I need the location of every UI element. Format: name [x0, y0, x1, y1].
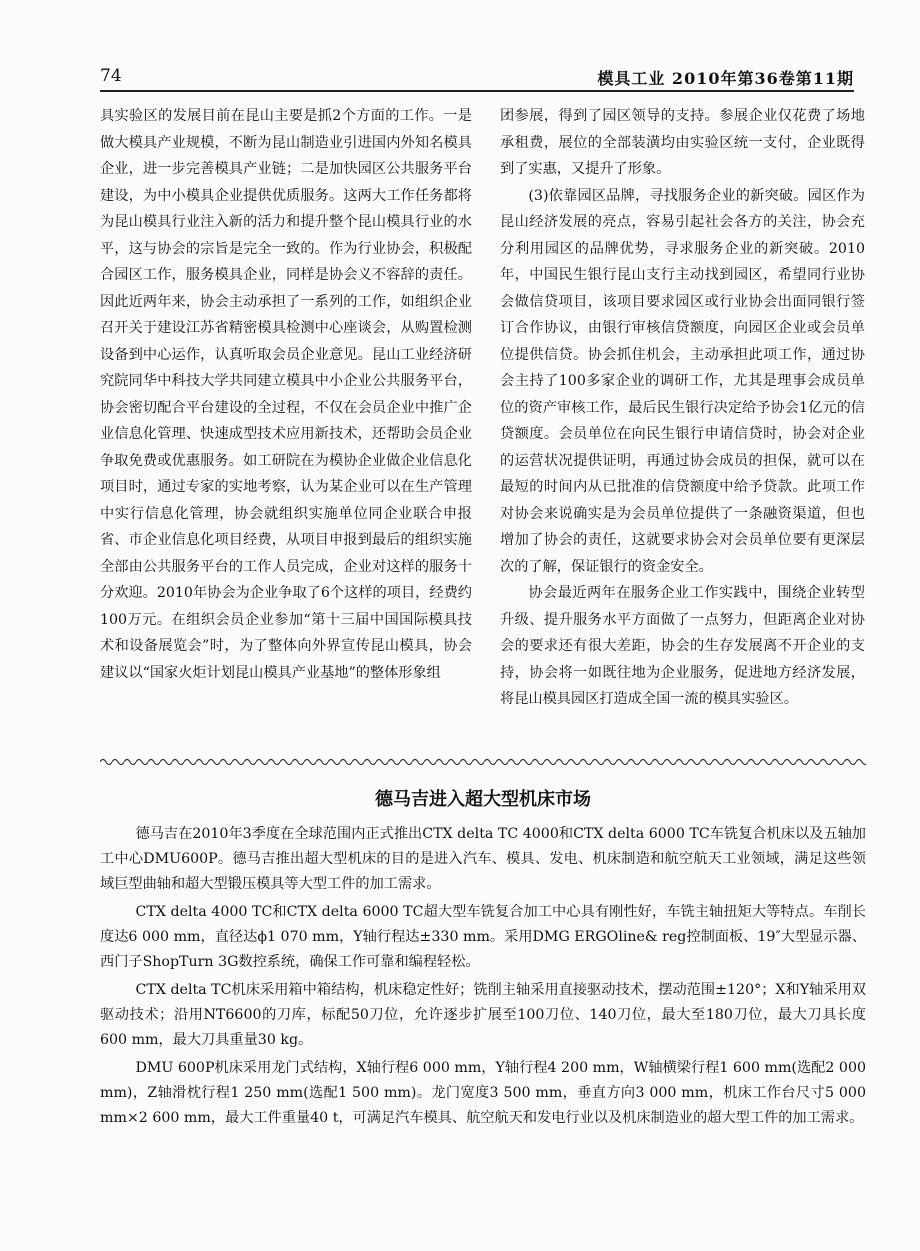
article-body	[100, 822, 866, 1134]
wavy-divider	[100, 756, 866, 768]
article-paragraph: CTX delta TC机床采用箱中箱结构，机床稳定性好；铣削主轴采用直接驱动技术，摆动范围±120°；X和Y轴采用双驱动技术；沿用NT6600的刀库，标配50刀位，允许逐步扩展至100刀位、140刀位，最大至180刀位，最大刀具长度600 mm，最大刀具重量30 kg。	[100, 982, 866, 1048]
right-paragraph: 协会最近两年在服务企业工作实践中，围绕企业转型升级、提升服务水平方面做了一点努力，但距离企业对协会的要求还有很大差距，协会的生存发展离不开企业的支持，协会将一如既往地为企业服务，促进地方经济发展，将昆山模具园区打造成全国一流的模具实验区。	[500, 585, 865, 707]
right-paragraph: (3)依靠园区品牌，寻找服务企业的新突破。园区作为昆山经济发展的亮点，容易引起社会各方的关注，协会充分利用园区的品牌优势，寻求服务企业的新突破。2010年，中国民生银行昆山支行主动找到园区，希望同行业协会做信贷项目，该项目要求园区或行业协会出面同银行签订合作协议，由银行审核信贷额度，向园区企业或会员单位提供信贷。协会抓住机会，主动承担此项工作，通过协会主持了100多家企业的调研工作，尤其是理事会成员单位的资产审核工作，最后民生银行决定给予协会1亿元的信贷额度。会员单位在向民生银行申请信贷时，协会对企业的运营状况提供证明，再通过协会成员的担保，就可以在最短的时间内从已批准的信贷额度中给予贷款。此项工作对协会来说确实是为会员单位提供了一条融资渠道，但也增加了协会的责任，这就要求协会对会员单位要有更深层次的了解，保证银行的资金安全。	[500, 187, 865, 575]
article-title: 德马吉进入超大型机床市场	[375, 789, 591, 810]
right-paragraph: 团参展，得到了园区领导的支持。参展企业仅花费了场地承租费，展位的全部装潢均由实验区统一支付，企业既得到了实惠，又提升了形象。	[500, 108, 865, 177]
article-paragraph: CTX delta 4000 TC和CTX delta 6000 TC超大型车铣复合加工中心具有刚性好，车铣主轴扭矩大等特点。车削长度达6 000 mm，直径达ϕ1 070 mm，Y轴行程达±330 mm。采用DMG ERGOline& reg控制面板、19″大型显示器、西门子ShopTurn 3G数控系统，确保工作可靠和编程轻松。	[100, 904, 866, 970]
page-number: 74	[100, 66, 122, 86]
right-column	[500, 103, 865, 713]
article-paragraph: 德马吉在2010年3季度在全球范围内正式推出CTX delta TC 4000和CTX delta 6000 TC车铣复合机床以及五轴加工中心DMU600P。德马吉推出超大型机床的目的是进入汽车、模具、发电、机床制造和航空航天工业领域，满足这些领域巨型曲轴和超大型锻压模具等大型工件的加工需求。	[100, 826, 866, 892]
article-paragraph: DMU 600P机床采用龙门式结构，X轴行程6 000 mm，Y轴行程4 200 mm，W轴横梁行程1 600 mm(选配2 000 mm)，Z轴滑枕行程1 250 mm(选配1 500 mm)。龙门宽度3 500 mm，垂直方向3 000 mm，机床工作台尺寸5 000 mm×2 600 mm，最大工件重量40 t，可满足汽车模具、航空航天和发电行业以及机床制造业的超大型工件的加工需求。	[100, 1060, 866, 1126]
left-column	[100, 103, 472, 686]
journal-issue-label: 模具工业 2010年第36卷第11期	[597, 69, 854, 88]
page-header	[100, 58, 854, 92]
left-paragraph: 具实验区的发展目前在昆山主要是抓2个方面的工作。一是做大模具产业规模，不断为昆山制造业引进国内外知名模具企业，进一步完善模具产业链；二是加快园区公共服务平台建设，为中小模具企业提供优质服务。这两大工作任务都将为昆山模具行业注入新的活力和提升整个昆山模具行业的水平，这与协会的宗旨是完全一致的。作为行业协会，积极配合园区工作，服务模具企业，同样是协会义不容辞的责任。因此近两年来，协会主动承担了一系列的工作，如组织企业召开关于建设江苏省精密模具检测中心座谈会，从购置检测设备到中心运作，认真听取会员企业意见。昆山工业经济研究院同华中科技大学共同建立模具中小企业公共服务平台，协会密切配合平台建设的全过程，不仅在会员企业中推广企业信息化管理、快速成型技术应用新技术，还帮助会员企业争取免费或优惠服务。如工研院在为模协企业做企业信息化项目时，通过专家的实地考察，认为某企业可以在生产管理中实行信息化管理，协会就组织实施单位同企业联合申报省、市企业信息化项目经费，从项目申报到最后的组织实施全部由公共服务平台的工作人员完成，企业对这样的服务十分欢迎。2010年协会为企业争取了6个这样的项目，经费约100万元。在组织会员企业参加“第十三届中国国际模具技术和设备展览会”时，为了整体向外界宣传昆山模具，协会建议以“国家火炬计划昆山模具产业基地”的整体形象组	[100, 108, 472, 681]
